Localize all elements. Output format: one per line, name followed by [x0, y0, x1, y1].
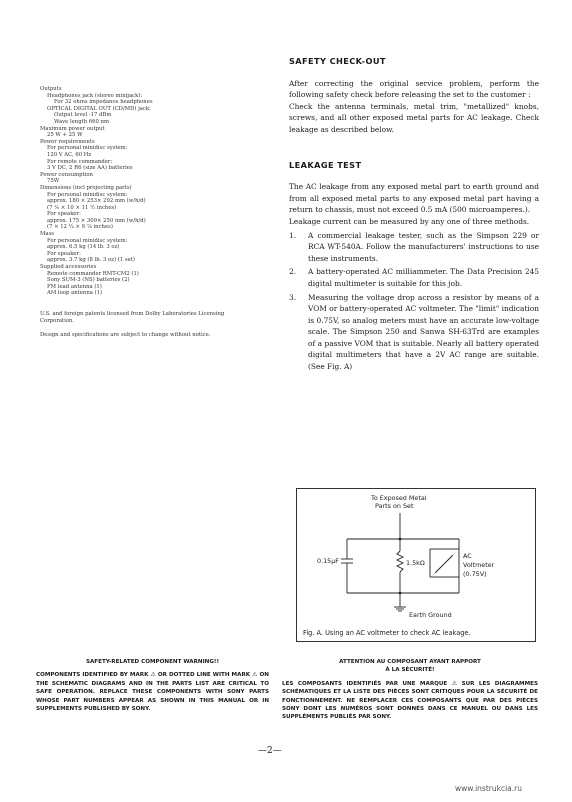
method-text: Measuring the voltage drop across a resistor by means of a VOM or battery-operated AC voltmeter. The "limit" indication is 0.75V, so analog meters must have an accurate low-voltage scale. The Simpson 250 and Sanwa SH-63Trd are examples of a passive VOM that is suitable. Nearly all battery operated digital multimeters that have a 2V AC range are suitable. (See Fig. A)	[308, 292, 539, 372]
safety-paragraph-2: Check the antenna terminals, metal trim, "metallized" knobs, screws, and all other exposed metal parts for AC leakage. Check leakage as described below.	[289, 101, 539, 134]
spec-line: approx. 3.7 kg (8 lb. 3 oz) (1 set)	[47, 257, 135, 264]
warning-triangle-icon: ⚠	[150, 671, 156, 679]
warning-english: SAFETY-RELATED COMPONENT WARNING!! COMPONENTS IDENTIFIED BY MARK ⚠ OR DOTTED LINE WITH MARK ⚠ ON THE SCHEMATIC DIAGRAMS AND IN THE PARTS LIST ARE CRITICAL TO SAFE OPERATION. REPLACE THESE COMPONENTS WITH SONY PARTS WHOSE PART NUMBERS APPEAR AS SHOWN IN THIS MANUAL OR IN SUPPLEMENTS PUBLISHED BY SONY.	[36, 659, 269, 713]
fig-resistor-label: 1.5kΩ	[406, 559, 425, 567]
figure-caption: Fig. A. Using an AC voltmeter to check AC leakage.	[303, 629, 471, 637]
spec-line: Mass	[40, 231, 55, 238]
spec-line: approx. 175 × 309× 250 mm (w/h/d)	[47, 217, 146, 224]
spec-line: For remote commander:	[47, 158, 113, 165]
design-note: Design and specifications are subject to change without notice.	[40, 332, 211, 339]
spec-line: For personal minidisc system:	[47, 237, 128, 244]
warning-triangle-icon: ⚠	[451, 679, 458, 687]
spec-line: OPTICAL DIGITAL OUT (CD/MD) jack:	[47, 105, 151, 112]
spec-line: Supplied accessories	[40, 264, 97, 271]
spec-line: For 32 ohms impedance headphones	[54, 99, 153, 106]
safety-title: SAFETY CHECK-OUT	[289, 56, 386, 66]
spec-line: 25 W + 25 W	[47, 132, 83, 139]
method-number: 2.	[289, 267, 297, 277]
spec-line: AM loop antenna (1)	[47, 290, 103, 297]
spec-line: Headphones jack (stereo minijack):	[47, 92, 143, 99]
method-item	[289, 266, 539, 289]
spec-line: FM lead antenna (1)	[47, 283, 102, 290]
fig-ground-label: Earth Ground	[409, 611, 452, 619]
safety-column	[289, 56, 539, 375]
voltmeter-needle	[435, 555, 453, 573]
spec-line: (7 × 12 ¼ × 9 ⅞ inches)	[47, 224, 113, 231]
spec-line: For personal minidisc system:	[47, 191, 128, 198]
spec-line: (7 ¹⁄₈ × 10 × 11 ½ inches)	[47, 204, 117, 211]
spec-line: 3 V DC, 2 R6 (size AA) batteries	[47, 165, 133, 172]
spec-line: 120 V AC, 60 Hz	[47, 151, 92, 158]
safety-paragraph-1: After correcting the original service problem, perform the following safety check before releasing the set to the customer :	[289, 78, 539, 100]
method-text: A battery-operated AC milliammeter. The Data Precision 245 digital multimeter is suitable for this job.	[308, 267, 539, 288]
warning-en-title: SAFETY-RELATED COMPONENT WARNING!!	[85, 659, 220, 665]
warning-fr-title-2: À LA SÉCURITÉ!	[385, 667, 435, 674]
leakage-paragraph-1: The AC leakage from any exposed metal part to earth ground and from all exposed metal parts to any exposed metal part having a return to chassis, must not exceed 0.5 mA (500 microamperes.).	[289, 182, 539, 215]
leakage-paragraph-2: Leakage current can be measured by any one of three methods.	[289, 216, 530, 226]
fig-meter-label-1: AC	[463, 552, 472, 560]
method-item	[289, 230, 539, 265]
spec-line: Power requirements	[40, 138, 95, 145]
spec-line: Maximum power output	[40, 125, 105, 132]
fig-capacitor-label: 0.15μF	[317, 557, 339, 565]
fig-meter-label-2: Voltmeter	[463, 561, 495, 569]
fig-top-label-1: To Exposed Metal	[371, 494, 427, 502]
warning-fr-title-1: ATTENTION AU COMPOSANT AYANT RAPPORT	[339, 659, 481, 665]
spec-line: Outputs	[40, 86, 62, 92]
spec-line: For personal minidisc system:	[47, 145, 128, 152]
warning-triangle-icon: ⚠	[252, 671, 258, 679]
method-list	[289, 230, 539, 373]
spec-line: Remote commander RMT-CM2 (1)	[47, 270, 139, 277]
watermark: www.instrukcia.ru	[455, 784, 522, 793]
spec-line: Output level -17 dBm	[54, 112, 112, 119]
method-number: 3.	[289, 292, 297, 302]
specifications-column	[40, 86, 245, 339]
spec-line: Power consumption	[40, 171, 93, 178]
method-number: 1.	[289, 230, 297, 240]
fig-meter-label-3: (0.75V)	[463, 570, 487, 578]
leakage-title: LEAKAGE TEST	[289, 159, 362, 170]
spec-line: approx. 6.5 kg (14 lb. 3 oz)	[47, 244, 120, 251]
method-item	[289, 292, 539, 373]
spec-line: For speaker:	[47, 250, 81, 257]
spec-line: Sony SUM-3 (NS) batteries (2)	[47, 277, 130, 284]
spec-line: 75W	[47, 178, 60, 185]
warning-french: ATTENTION AU COMPOSANT AYANT RAPPORT À LA SÉCURITÉ! LES COMPOSANTS IDENTIFIÉS PAR UNE MARQUE ⚠ SUR LES DIAGRAMMES SCHÉMATIQUES ET LA LISTE DES PIÈCES SONT CRITIQUES POUR LA SÉCURITÉ DE FONCTIONNEMENT. NE REMPLACER CES COMPOSANTS QUE PAR DES PIÈCES SONY DONT LES NUMÉROS SONT DONNÉS DANS CE MANUEL OU DANS LES SUPPLÉMENTS PUBLIÉS PAR SONY.	[282, 659, 539, 721]
fig-top-label-2: Parts on Set	[375, 502, 414, 510]
figure-a	[296, 488, 536, 642]
resistor-symbol	[397, 551, 403, 572]
spec-line: Dimensions (incl projecting parts)	[40, 184, 132, 191]
leakage-circuit-diagram	[297, 489, 535, 641]
spec-list	[40, 86, 245, 297]
spec-line: approx. 180 × 253× 292 mm (w/h/d)	[47, 198, 146, 205]
spec-line: For speaker:	[47, 211, 81, 218]
page-number: —2—	[258, 746, 282, 756]
spec-line: Wave length 660 nm	[54, 118, 110, 125]
patents-note: U.S. and foreign patents licensed from Dolby Laboratories Licensing Corporation.	[40, 311, 225, 324]
method-text: A commercial leakage tester, such as the Simpson 229 or RCA WT-540A. Follow the manufacturers' instructions to use these instruments.	[308, 230, 539, 263]
